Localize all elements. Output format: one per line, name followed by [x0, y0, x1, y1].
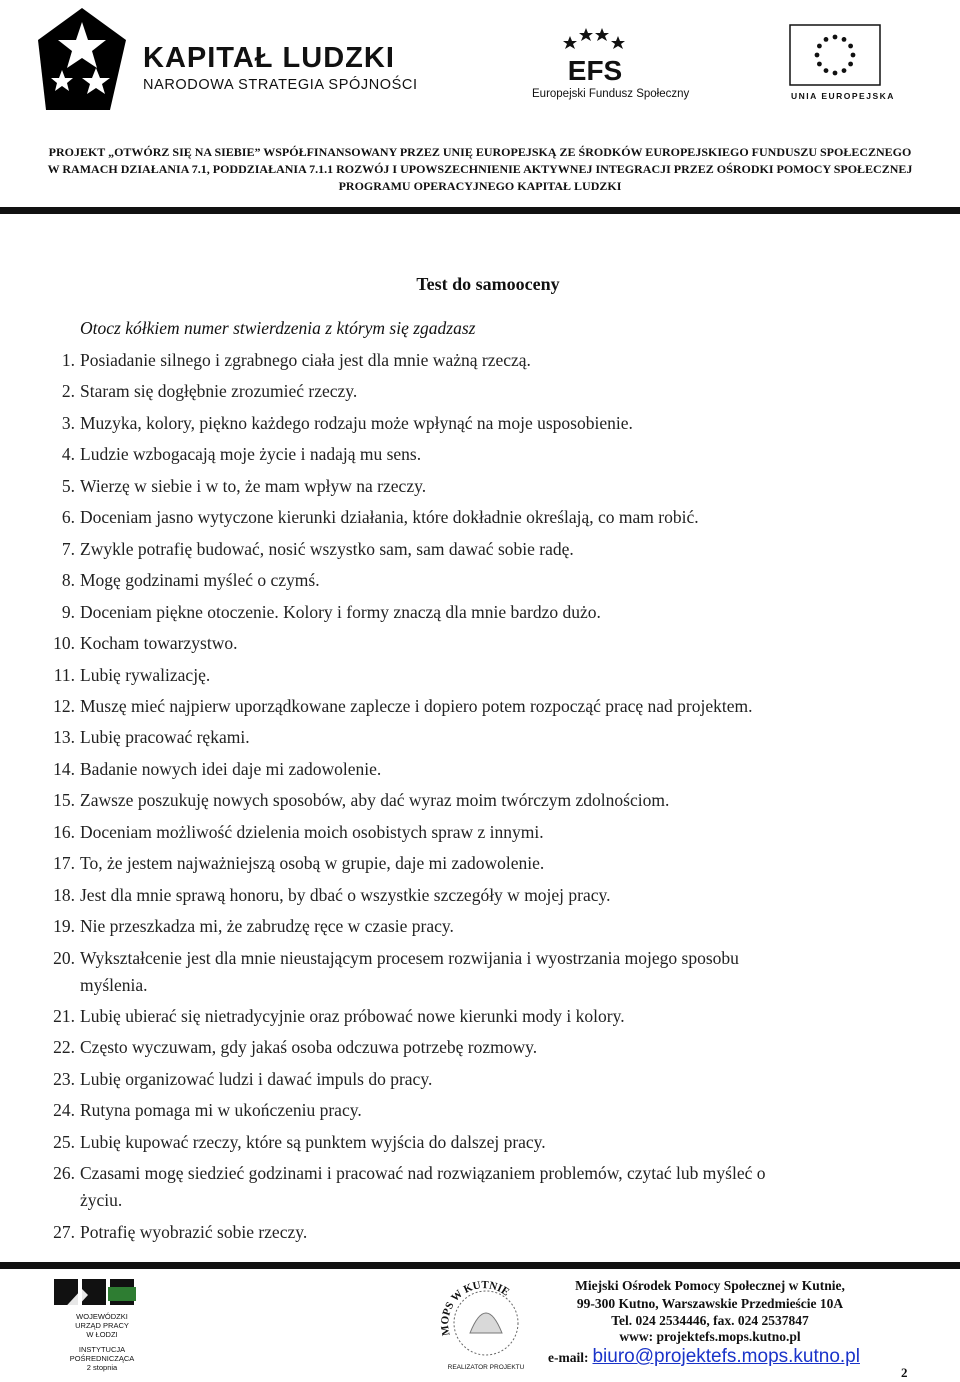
statement-text: Często wyczuwam, gdy jakaś osoba odczuwa potrzebę rozmowy. — [80, 1037, 538, 1058]
statement-text: Muzyka, kolory, piękno każdego rodzaju może wpłynąć na moje usposobienie. — [80, 412, 633, 433]
statement-text: Lubię pracować rękami. — [80, 727, 250, 748]
efs-logo — [560, 24, 630, 84]
statement-number[interactable]: 8. — [61, 570, 75, 591]
address-line-2: 99-300 Kutno, Warszawskie Przedmieście 10A — [576, 1296, 844, 1311]
statement-number[interactable]: 22. — [53, 1037, 75, 1058]
wup-line-1: WOJEWÓDZKI — [76, 1312, 128, 1321]
statement-number[interactable]: 24. — [53, 1100, 75, 1121]
statement-text: To, że jestem najważniejszą osobą w grupie, daje mi zadowolenie. — [80, 853, 545, 874]
statement-text: Doceniam możliwość dzielenia moich osobistych spraw z innymi. — [80, 821, 544, 842]
kapital-ludzki-title: KAPITAŁ LUDZKI — [143, 42, 395, 74]
statement-number[interactable]: 20. — [53, 947, 75, 968]
mops-name: MOPS W KUTNIE — [439, 1279, 512, 1337]
email-label: e-mail: — [548, 1350, 589, 1365]
statement-text: życiu. — [80, 1190, 123, 1211]
statement-number[interactable]: 15. — [53, 790, 75, 811]
statement-text: Nie przeszkadza mi, że zabrudzę ręce w czasie pracy. — [80, 916, 454, 937]
statement-text: Muszę mieć najpierw uporządkowane zaplecze i dopiero potem rozpocząć pracę nad projektem. — [80, 695, 753, 716]
statement-number[interactable]: 25. — [53, 1131, 75, 1152]
kapital-ludzki-subtitle: NARODOWA STRATEGIA SPÓJNOŚCI — [143, 77, 418, 93]
statement-text: Badanie nowych idei daje mi zadowolenie. — [80, 758, 382, 779]
wup-line-2: URZĄD PRACY — [75, 1321, 129, 1330]
statement-number[interactable]: 1. — [61, 350, 75, 370]
statement-text: Zwykle potrafię budować, nosić wszystko sam, sam dawać sobie radę. — [80, 538, 574, 559]
statement-text: Wykształcenie jest dla mnie nieustającym procesem rozwijania i wyostrzania mojego sposobu — [80, 947, 739, 968]
address-line-3: Tel. 024 2534446, fax. 024 2537847 — [611, 1313, 809, 1328]
statement-text: Rutyna pomaga mi w ukończeniu pracy. — [80, 1100, 362, 1121]
statement-number[interactable]: 17. — [53, 853, 75, 874]
statement-number[interactable]: 26. — [53, 1163, 75, 1184]
statement-number[interactable]: 7. — [61, 538, 75, 559]
header-divider — [0, 207, 960, 214]
statement-number[interactable]: 3. — [61, 412, 75, 433]
page-number: 2 — [901, 1365, 908, 1380]
address-line-1: Miejski Ośrodek Pomocy Społecznej w Kutnie, — [575, 1278, 845, 1293]
statement-text: Jest dla mnie sprawą honoru, by dbać o wszystkie szczegóły w mojej pracy. — [80, 884, 611, 905]
statement-text: Ludzie wzbogacają moje życie i nadają mu sens. — [80, 444, 422, 465]
page-title: Test do samooceny — [416, 274, 560, 294]
statement-number[interactable]: 9. — [61, 601, 75, 622]
statement-number[interactable]: 6. — [61, 507, 75, 528]
instruction-text: Otocz kółkiem numer stwierdzenia z którym się zgadzasz — [80, 318, 476, 338]
statement-text: Czasami mogę siedzieć godzinami i pracować nad rozwiązaniem problemów, czytać lub myśleć o — [80, 1163, 766, 1184]
statement-number[interactable]: 27. — [53, 1221, 75, 1242]
address-line-4: www: projektefs.mops.kutno.pl — [619, 1329, 801, 1344]
wup-line-5: POŚREDNICZĄCA — [69, 1354, 135, 1363]
statement-number[interactable]: 12. — [53, 695, 75, 716]
mops-kutno-logo — [430, 1273, 538, 1373]
wup-line-6: 2 stopnia — [86, 1363, 118, 1372]
kapital-ludzki-logo — [38, 4, 126, 110]
statement-number[interactable]: 10. — [53, 633, 75, 654]
mops-caption: REALIZATOR PROJEKTU — [447, 1364, 525, 1371]
statement-number[interactable]: 2. — [61, 381, 75, 402]
statement-text: Lubię organizować ludzi i dawać impuls do pracy. — [80, 1068, 433, 1089]
eu-subtitle: UNIA EUROPEJSKA — [791, 91, 895, 101]
project-line-3: PROGRAMU OPERACYJNEGO KAPITAŁ LUDZKI — [338, 179, 622, 193]
wup-line-3: W ŁODZI — [86, 1330, 118, 1339]
footer-divider — [0, 1262, 960, 1269]
statement-text: Zawsze poszukuję nowych sposobów, aby dać wyraz moim twórczym zdolnościom. — [80, 790, 670, 811]
statement-text: Doceniam jasno wytyczone kierunki działania, które dokładnie określają, co mam robić. — [80, 507, 699, 528]
email-link[interactable]: biuro@projektefs.mops.kutno.pl — [592, 1346, 860, 1367]
statement-text: Kocham towarzystwo. — [80, 633, 238, 654]
statement-number[interactable]: 14. — [53, 758, 75, 779]
efs-subtitle: Europejski Fundusz Społeczny — [532, 88, 690, 100]
statement-text: Staram się dogłębnie zrozumieć rzeczy. — [80, 381, 358, 402]
statement-text: Mogę godzinami myśleć o czymś. — [80, 570, 320, 591]
project-line-1: PROJEKT „OTWÓRZ SIĘ NA SIEBIE” WSPÓŁFINANSOWANY PRZEZ UNIĘ EUROPEJSKĄ ZE ŚRODKÓW EUROPEJSKIEGO FUNDUSZU SPOŁECZNEGO — [48, 145, 912, 159]
efs-logo-text: EFS — [567, 55, 623, 84]
statement-number[interactable]: 18. — [53, 884, 75, 905]
statement-text: myślenia. — [80, 974, 148, 995]
wup-line-4: INSTYTUCJA — [78, 1345, 126, 1354]
email-row — [548, 1346, 860, 1368]
statement-text: Posiadanie silnego i zgrabnego ciała jest dla mnie ważną rzeczą. — [80, 350, 531, 370]
statement-number[interactable]: 13. — [53, 727, 75, 748]
statement-text: Lubię kupować rzeczy, które są punktem wyjścia do dalszej pracy. — [80, 1131, 546, 1152]
project-line-2: W RAMACH DZIAŁANIA 7.1, PODDZIAŁANIA 7.1.1 ROZWÓJ I UPOWSZECHNIENIE AKTYWNEJ INTEGRACJI PRZEZ OŚRODKI POMOCY SPOŁECZNEJ — [47, 162, 913, 176]
statement-text: Lubię rywalizację. — [80, 664, 211, 685]
statement-text: Wierzę w siebie i w to, że mam wpływ na rzeczy. — [80, 475, 427, 496]
statement-number[interactable]: 21. — [53, 1006, 75, 1026]
statement-number[interactable]: 11. — [53, 664, 75, 685]
eu-flag-icon — [789, 24, 881, 86]
statement-number[interactable]: 4. — [61, 444, 75, 465]
statement-number[interactable]: 5. — [61, 475, 75, 496]
statement-text: Doceniam piękne otoczenie. Kolory i formy znaczą dla mnie bardzo dużo. — [80, 601, 601, 622]
wup-lodz-logo — [48, 1275, 156, 1375]
statement-text: Potrafię wyobrazić sobie rzeczy. — [80, 1221, 308, 1242]
statement-text: Lubię ubierać się nietradycyjnie oraz próbować nowe kierunki mody i kolory. — [80, 1006, 625, 1026]
statement-number[interactable]: 19. — [53, 916, 75, 937]
statement-number[interactable]: 16. — [53, 821, 75, 842]
statement-number[interactable]: 23. — [53, 1068, 75, 1089]
